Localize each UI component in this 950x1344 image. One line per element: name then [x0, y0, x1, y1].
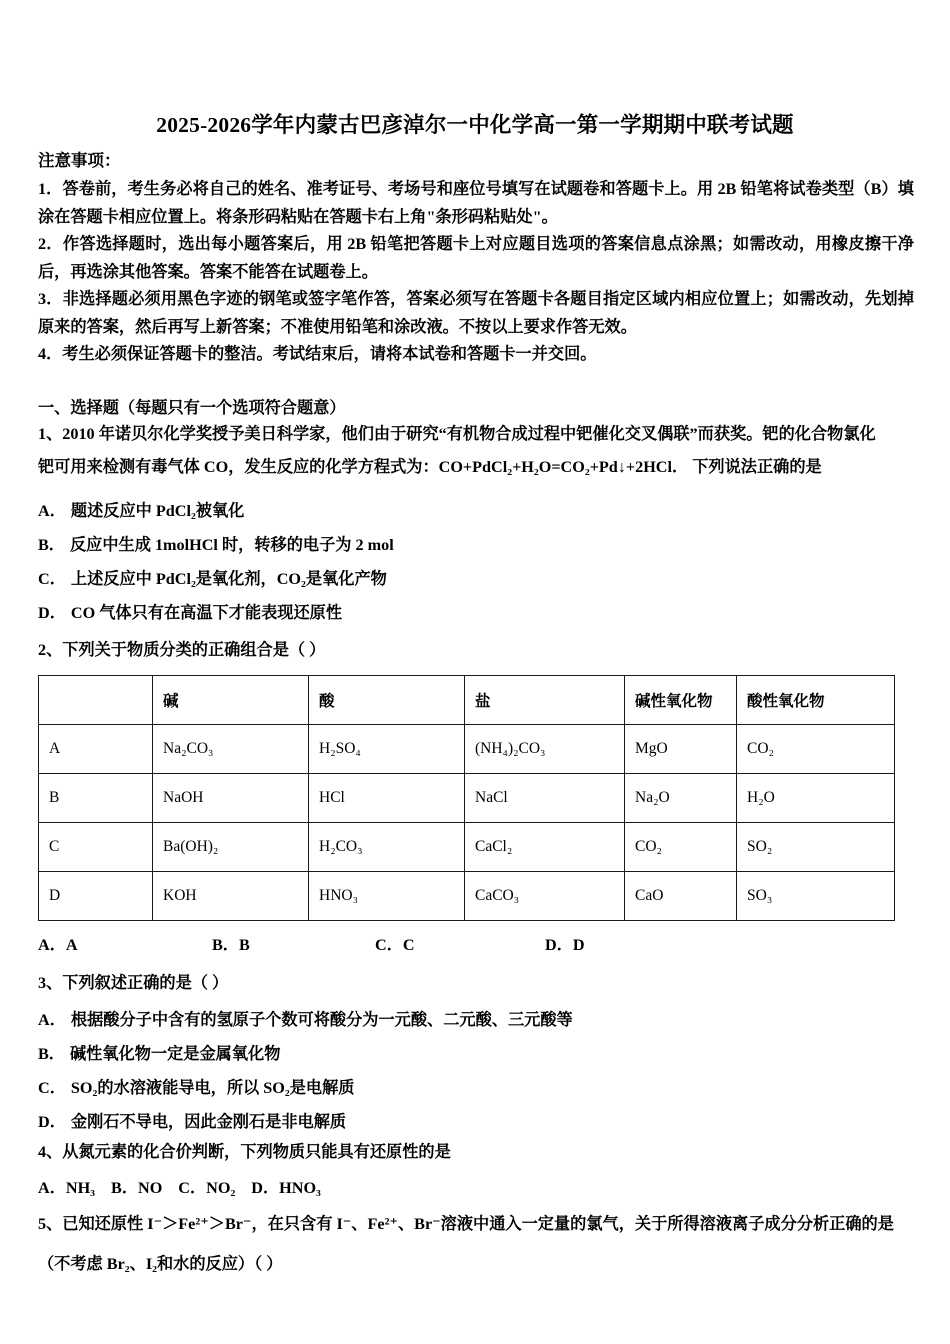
table-row — [39, 871, 895, 920]
question-1-equation: CO+PdCl₂+H₂O=CO₂+Pd↓+2HCl． — [438, 457, 689, 476]
cell-acidic-oxide: SO₃ — [737, 871, 895, 920]
table-row — [39, 724, 895, 773]
cell-acidic-oxide: H₂O — [737, 773, 895, 822]
table-header-basic-oxide: 碱性氧化物 — [625, 675, 737, 724]
question-2-prompt: 2、下列关于物质分类的正确组合是（ ） — [38, 640, 326, 659]
question-3-option-b — [38, 1037, 914, 1071]
option-text: SO₂的水溶液能导电，所以 SO₂是电解质 — [70, 1078, 355, 1097]
question-4-options — [38, 1172, 914, 1204]
spacer — [38, 996, 914, 1003]
cell-acid: H₂CO₃ — [309, 822, 465, 871]
cell-salt: NaCl — [465, 773, 625, 822]
question-4-option-d: D．HNO₃ — [251, 1178, 321, 1197]
option-text: CO 气体只有在高温下才能表现还原性 — [70, 603, 343, 622]
question-1-stem-pre: 钯可用来检测有毒气体 CO，发生反应的化学方程式为： — [38, 457, 439, 476]
question-5-line-2: （不考虑 Br₂、I₂和水的反应）（ ） — [38, 1254, 283, 1273]
question-5-line-1: 5、已知还原性 I⁻＞Fe²⁺＞Br⁻，在只含有 I⁻、Fe²⁺、Br⁻溶液中通入一定量的氯气，关于所得溶液离子成分分析正确的是 — [38, 1214, 894, 1233]
table-header-salt: 盐 — [465, 675, 625, 724]
question-3-option-c — [38, 1071, 914, 1105]
row-key: A — [39, 724, 153, 773]
table-header-row — [39, 675, 895, 724]
spacer — [38, 630, 914, 637]
option-text: 碱性氧化物一定是金属氧化物 — [69, 1044, 281, 1063]
question-1-stem-post: 下列说法正确的是 — [692, 457, 822, 476]
option-label: D． — [38, 603, 66, 622]
cell-salt: CaCO₃ — [465, 871, 625, 920]
question-1-option-d — [38, 596, 914, 630]
question-3-option-d — [38, 1105, 914, 1139]
cell-acidic-oxide: SO₂ — [737, 822, 895, 871]
option-label: A． — [38, 501, 66, 520]
notice-item-2: 2．作答选择题时，选出每小题答案后，用 2B 铅笔把答题卡上对应题目选项的答案信息点涂黑；如需改动，用橡皮擦干净后，再选涂其他答案。答案不能答在试题卷上。 — [38, 235, 914, 281]
option-text: 上述反应中 PdCl₂是氧化剂，CO₂是氧化产物 — [70, 569, 387, 588]
notice-item-3: 3．非选择题必须用黑色字迹的钢笔或签字笔作答，答案必须写在答题卡各题目指定区域内相应位置上；如需改动，先划掉原来的答案，然后再写上新答案；不准使用铅笔和涂改液。不按以上要求作答无效。 — [38, 290, 914, 336]
cell-base: Na₂CO₃ — [153, 724, 309, 773]
row-key: D — [39, 871, 153, 920]
question-1-option-c — [38, 562, 914, 596]
spacer — [38, 369, 914, 395]
question-4-option-b: B．NO — [111, 1178, 163, 1197]
table-header-acidic-oxide: 酸性氧化物 — [737, 675, 895, 724]
row-key: C — [39, 822, 153, 871]
option-label: D． — [38, 1112, 66, 1131]
question-2-answer-d: D．D — [545, 935, 585, 954]
option-label: C． — [38, 569, 66, 588]
cell-salt: CaCl₂ — [465, 822, 625, 871]
section-heading-choice: 一、选择题（每题只有一个选项符合题意） — [38, 398, 346, 417]
cell-acid: HNO₃ — [309, 871, 465, 920]
question-1-line-2 — [38, 447, 914, 487]
question-2-answer-a: A．A — [38, 935, 78, 954]
cell-salt: (NH₄)₂CO₃ — [465, 724, 625, 773]
spacer — [38, 963, 914, 970]
table-header-acid: 酸 — [309, 675, 465, 724]
question-2-answer-c: C．C — [375, 935, 415, 954]
option-label: B． — [38, 535, 65, 554]
page-title: 2025-2026学年内蒙古巴彦淖尔一中化学高一第一学期期中联考试题 — [156, 113, 794, 137]
substance-classification-table — [38, 675, 895, 921]
cell-acid: HCl — [309, 773, 465, 822]
question-2-answer-b: B．B — [212, 935, 250, 954]
notice-item-4: 4．考生必须保证答题卡的整洁。考试结束后，请将本试卷和答题卡一并交回。 — [38, 345, 597, 363]
table-row — [39, 822, 895, 871]
option-text: 根据酸分子中含有的氢原子个数可将酸分为一元酸、二元酸、三元酸等 — [70, 1010, 573, 1029]
question-3-option-a — [38, 1003, 914, 1037]
question-4-option-c: C．NO₂ — [178, 1178, 236, 1197]
spacer — [38, 487, 914, 494]
document-body — [38, 148, 914, 1284]
cell-basic-oxide: CO₂ — [625, 822, 737, 871]
cell-acidic-oxide: CO₂ — [737, 724, 895, 773]
question-1-line-1: 1、2010 年诺贝尔化学奖授予美日科学家，他们由于研究“有机物合成过程中钯催化交叉偶联”而获奖。钯的化合物氯化 — [38, 424, 876, 443]
option-label: C． — [38, 1078, 66, 1097]
option-text: 金刚石不导电，因此金刚石是非电解质 — [70, 1112, 347, 1131]
cell-basic-oxide: MgO — [625, 724, 737, 773]
cell-base: Ba(OH)₂ — [153, 822, 309, 871]
option-label: A． — [38, 1010, 66, 1029]
cell-base: NaOH — [153, 773, 309, 822]
table-header-base: 碱 — [153, 675, 309, 724]
table-header-blank — [39, 675, 153, 724]
spacer — [38, 1165, 914, 1172]
question-1-option-b — [38, 528, 914, 562]
row-key: B — [39, 773, 153, 822]
option-text: 题述反应中 PdCl₂被氧化 — [70, 501, 245, 520]
question-2-answer-row — [38, 931, 914, 963]
notice-item-1: 1．答卷前，考生务必将自己的姓名、准考证号、考场号和座位号填写在试题卷和答题卡上。用 2B 铅笔将试卷类型（B）填涂在答题卡相应位置上。将条形码粘贴在答题卡右上角"条形码粘贴处"。 — [38, 180, 914, 226]
option-text: 反应中生成 1molHCl 时，转移的电子为 2 mol — [69, 535, 394, 554]
cell-basic-oxide: CaO — [625, 871, 737, 920]
cell-basic-oxide: Na₂O — [625, 773, 737, 822]
cell-acid: H₂SO₄ — [309, 724, 465, 773]
question-4-option-a: A．NH₃ — [38, 1178, 96, 1197]
option-label: B． — [38, 1044, 65, 1063]
cell-base: KOH — [153, 871, 309, 920]
question-3-prompt: 3、下列叙述正确的是（ ） — [38, 973, 229, 992]
notice-heading: 注意事项： — [38, 151, 121, 170]
table-row — [39, 773, 895, 822]
question-4-prompt: 4、从氮元素的化合价判断，下列物质只能具有还原性的是 — [38, 1142, 451, 1161]
question-1-option-a — [38, 494, 914, 528]
